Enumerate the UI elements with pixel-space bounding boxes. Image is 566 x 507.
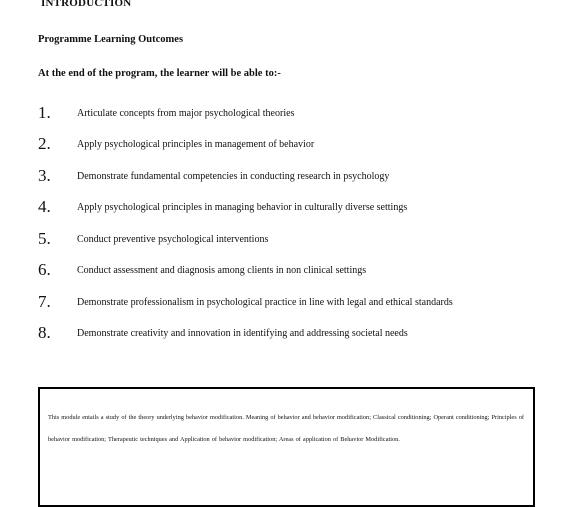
outcome-number: 4. bbox=[38, 197, 51, 216]
outcome-item bbox=[0, 166, 566, 186]
outcome-number: 8. bbox=[38, 323, 51, 342]
outcome-item bbox=[0, 323, 566, 343]
outcome-item bbox=[0, 292, 566, 312]
outcome-number: 1. bbox=[38, 103, 51, 122]
section-heading: INTRODUCTION bbox=[41, 0, 132, 9]
outcome-item bbox=[0, 229, 566, 249]
outcome-item bbox=[0, 260, 566, 280]
outcome-number: 3. bbox=[38, 166, 51, 185]
outcome-number: 7. bbox=[38, 292, 51, 311]
outcome-number: 5. bbox=[38, 229, 51, 248]
subsection-heading: Programme Learning Outcomes bbox=[38, 34, 184, 45]
outcome-number: 6. bbox=[38, 260, 51, 279]
module-summary-text: This module entails a study of the theory underlying behavior modification. Meaning of behavior and behavior modification; Classical conditioning; Operant conditioning; Principles of behavior modification; Therapeutic techniques and Application of behavior modification; Areas of application of Behavior Modification. bbox=[48, 414, 524, 443]
outcome-text: Demonstrate fundamental competencies in conducting research in psychology bbox=[77, 171, 390, 182]
outcome-text: Conduct preventive psychological interventions bbox=[77, 234, 269, 245]
outcome-text: Articulate concepts from major psychological theories bbox=[77, 108, 295, 119]
outcome-item bbox=[0, 134, 566, 154]
outcome-text: Apply psychological principles in management of behavior bbox=[77, 139, 315, 150]
outcome-item bbox=[0, 103, 566, 123]
outcome-text: Apply psychological principles in managing behavior in culturally diverse settings bbox=[77, 202, 408, 213]
outcome-item bbox=[0, 197, 566, 217]
outcome-text: Conduct assessment and diagnosis among clients in non clinical settings bbox=[77, 265, 367, 276]
outcome-text: Demonstrate creativity and innovation in identifying and addressing societal needs bbox=[77, 328, 408, 339]
module-summary-box bbox=[38, 387, 535, 507]
outcome-number: 2. bbox=[38, 134, 51, 153]
outcome-text: Demonstrate professionalism in psychological practice in line with legal and ethical standards bbox=[77, 297, 453, 308]
intro-line: At the end of the program, the learner will be able to:- bbox=[38, 68, 281, 79]
